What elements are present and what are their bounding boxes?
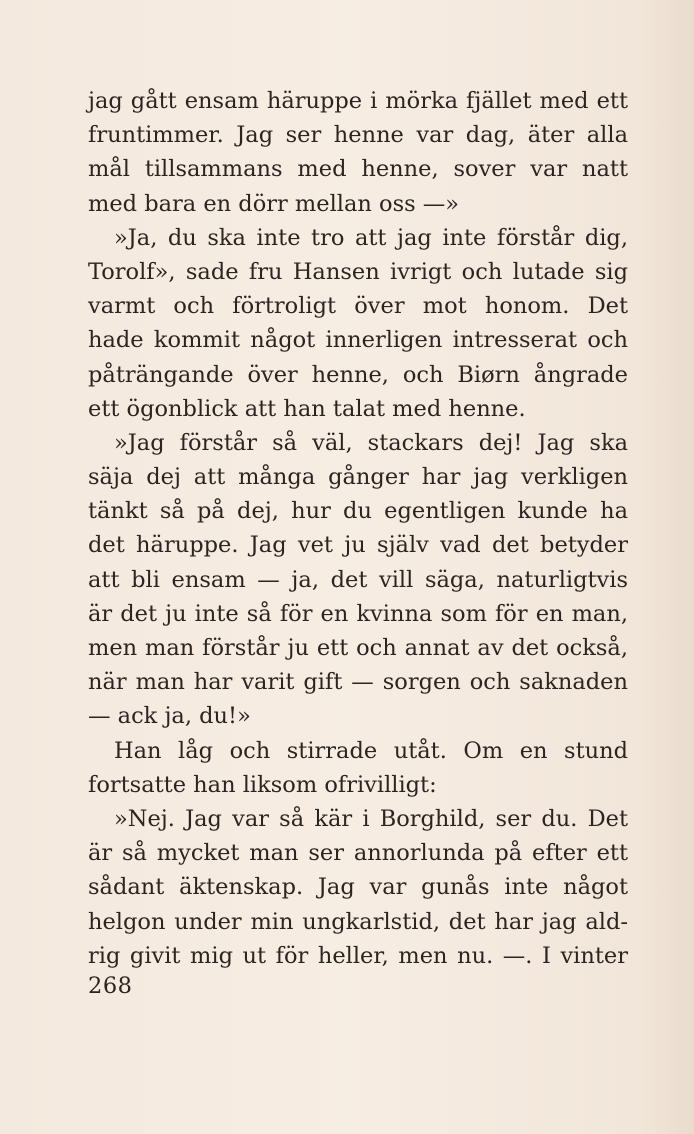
text-line: »Ja, du ska inte tro att jag inte förstår dig, (114, 224, 628, 251)
text-line: — ack ja, du!» (88, 703, 251, 730)
text-line: ett ögonblick att han talat med henne. (88, 395, 526, 422)
text-line: men man förstår ju ett och annat av det också, (88, 635, 628, 661)
page-number: 268 (88, 973, 133, 999)
text-line: fortsatte han liksom ofrivilligt: (88, 771, 437, 798)
text-line: påträngande över henne, och Biørn ångrade (88, 361, 628, 388)
text-line: är så mycket man ser annorlunda på efter ett (88, 840, 628, 867)
text-line: »Nej. Jag var så kär i Borghild, ser du. Det (114, 805, 628, 832)
text-line: varmt och förtroligt över mot honom. Det (88, 293, 628, 320)
text-line: med bara en dörr mellan oss —» (88, 190, 460, 217)
text-line: säja dej att många gånger har jag verkligen (88, 464, 628, 491)
text-line: Torolf», sade fru Hansen ivrigt och lutade sig (88, 258, 628, 285)
text-line: »Jag förstår så väl, stackars dej! Jag ska (114, 429, 628, 456)
text-line: sådant äktenskap. Jag var gunås inte något (88, 874, 628, 901)
text-line: mål tillsammans med henne, sover var natt (88, 156, 628, 183)
text-line: att bli ensam — ja, det vill säga, naturligtvis (88, 566, 628, 593)
text-line: fruntimmer. Jag ser henne var dag, äter alla (88, 122, 628, 149)
text-line: det häruppe. Jag vet ju själv vad det betyder (88, 532, 628, 559)
body-text (88, 84, 628, 973)
text-line: jag gått ensam häruppe i mörka fjället med ett (88, 88, 628, 114)
text-line: hade kommit något innerligen intresserat och (88, 327, 628, 354)
text-line: rig givit mig ut för heller, men nu. —. I vinter (88, 942, 628, 969)
text-line: tänkt så på dej, hur du egentligen kunde ha (88, 498, 628, 525)
text-line: när man har varit gift — sorgen och saknaden (88, 669, 628, 696)
text-line: Han låg och stirrade utåt. Om en stund (114, 737, 628, 764)
text-line: är det ju inte så för en kvinna som för en man, (88, 600, 628, 627)
text-line: helgon under min ungkarlstid, det har jag ald- (88, 908, 628, 935)
